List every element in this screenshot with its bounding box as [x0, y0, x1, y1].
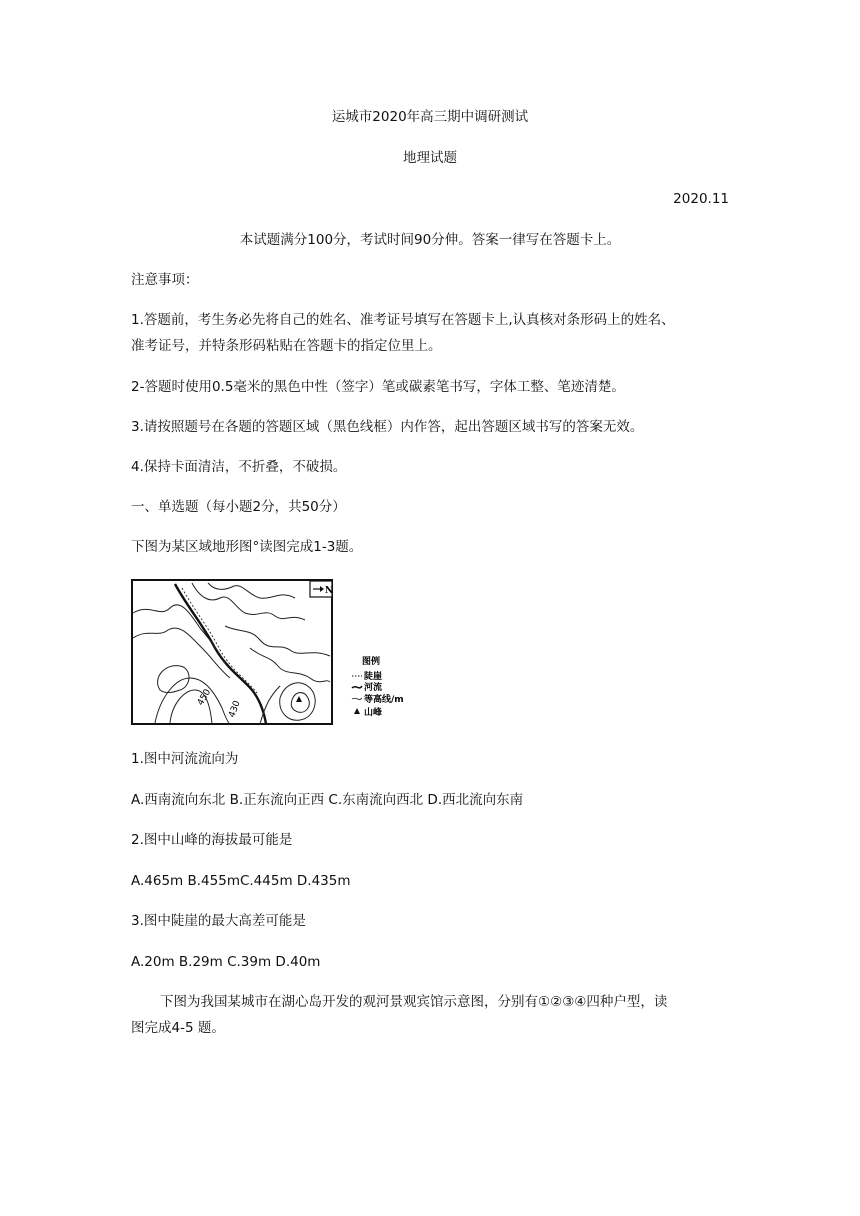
north-label: N [325, 586, 334, 596]
notes-heading: 注意事项： [131, 272, 199, 288]
note-item-4: 4.保持卡面清洁，不折叠，不破损。 [131, 459, 347, 475]
peak-legend-icon [354, 708, 360, 714]
exam-intro: 本试题满分100分，考试时间90分伸。答案一律写在答题卡上。 [239, 232, 621, 248]
question-2-options: A.465m B.455mC.445m D.435m [131, 873, 351, 889]
next-intro-line-1: 下图为我国某城市在湖心岛开发的观河景观宾馆示意图，分别有①②③④四种户型，读 [160, 994, 668, 1010]
exam-title: 运城市2020年高三期中调研测试 [331, 109, 529, 125]
question-1-options: A.西南流向东北 B.正东流向正西 C.东南流向西北 D.西北流向东南 [131, 792, 524, 808]
question-3-options: A.20m B.29m C.39m D.40m [131, 954, 321, 970]
note-item-1-line-2: 准考证号，并特条形码粘贴在答题卡的指定位里上。 [131, 338, 442, 354]
question-3-stem: 3.图中陡崖的最大高差可能是 [131, 913, 306, 929]
river-legend-icon [352, 686, 362, 688]
contour-legend-icon [352, 698, 362, 699]
next-intro-line-2: 图完成4-5 题。 [131, 1020, 225, 1036]
legend-title: 图例 [362, 657, 381, 667]
note-item-1-line-1: 1.答题前，考生务必先将自己的姓名、准考证号填写在答题卡上,认真核对条形码上的姓名、 [131, 312, 675, 328]
question-2-stem: 2.图中山峰的海拔最可能是 [131, 832, 293, 848]
note-item-2: 2-答题时使用0.5毫米的黑色中性（签字）笔或碳素笔书写，字体工整、笔迹清楚。 [131, 379, 625, 395]
question-1-stem: 1.图中河流流向为 [131, 751, 239, 767]
figure-intro: 下图为某区域地形图°读图完成1-3题。 [131, 539, 363, 555]
contour-label-430: 430 [227, 699, 243, 720]
exam-date: 2020.11 [673, 191, 729, 207]
section-heading: 一、单选题（每小题2分，共50分） [131, 499, 346, 515]
topographic-map [130, 578, 415, 728]
legend-item-river: 河流 [364, 683, 383, 693]
exam-subject: 地理试题 [403, 150, 457, 166]
note-item-3: 3.请按照题号在各题的答题区域（黑色线框）内作答，起出答题区域书写的答案无效。 [131, 419, 644, 435]
contour-label-450: 450 [195, 687, 214, 708]
legend-item-contour: 等高线/m [364, 695, 404, 705]
legend-item-peak: 山峰 [364, 708, 383, 718]
legend-item-cliff: 陡崖 [364, 672, 383, 682]
